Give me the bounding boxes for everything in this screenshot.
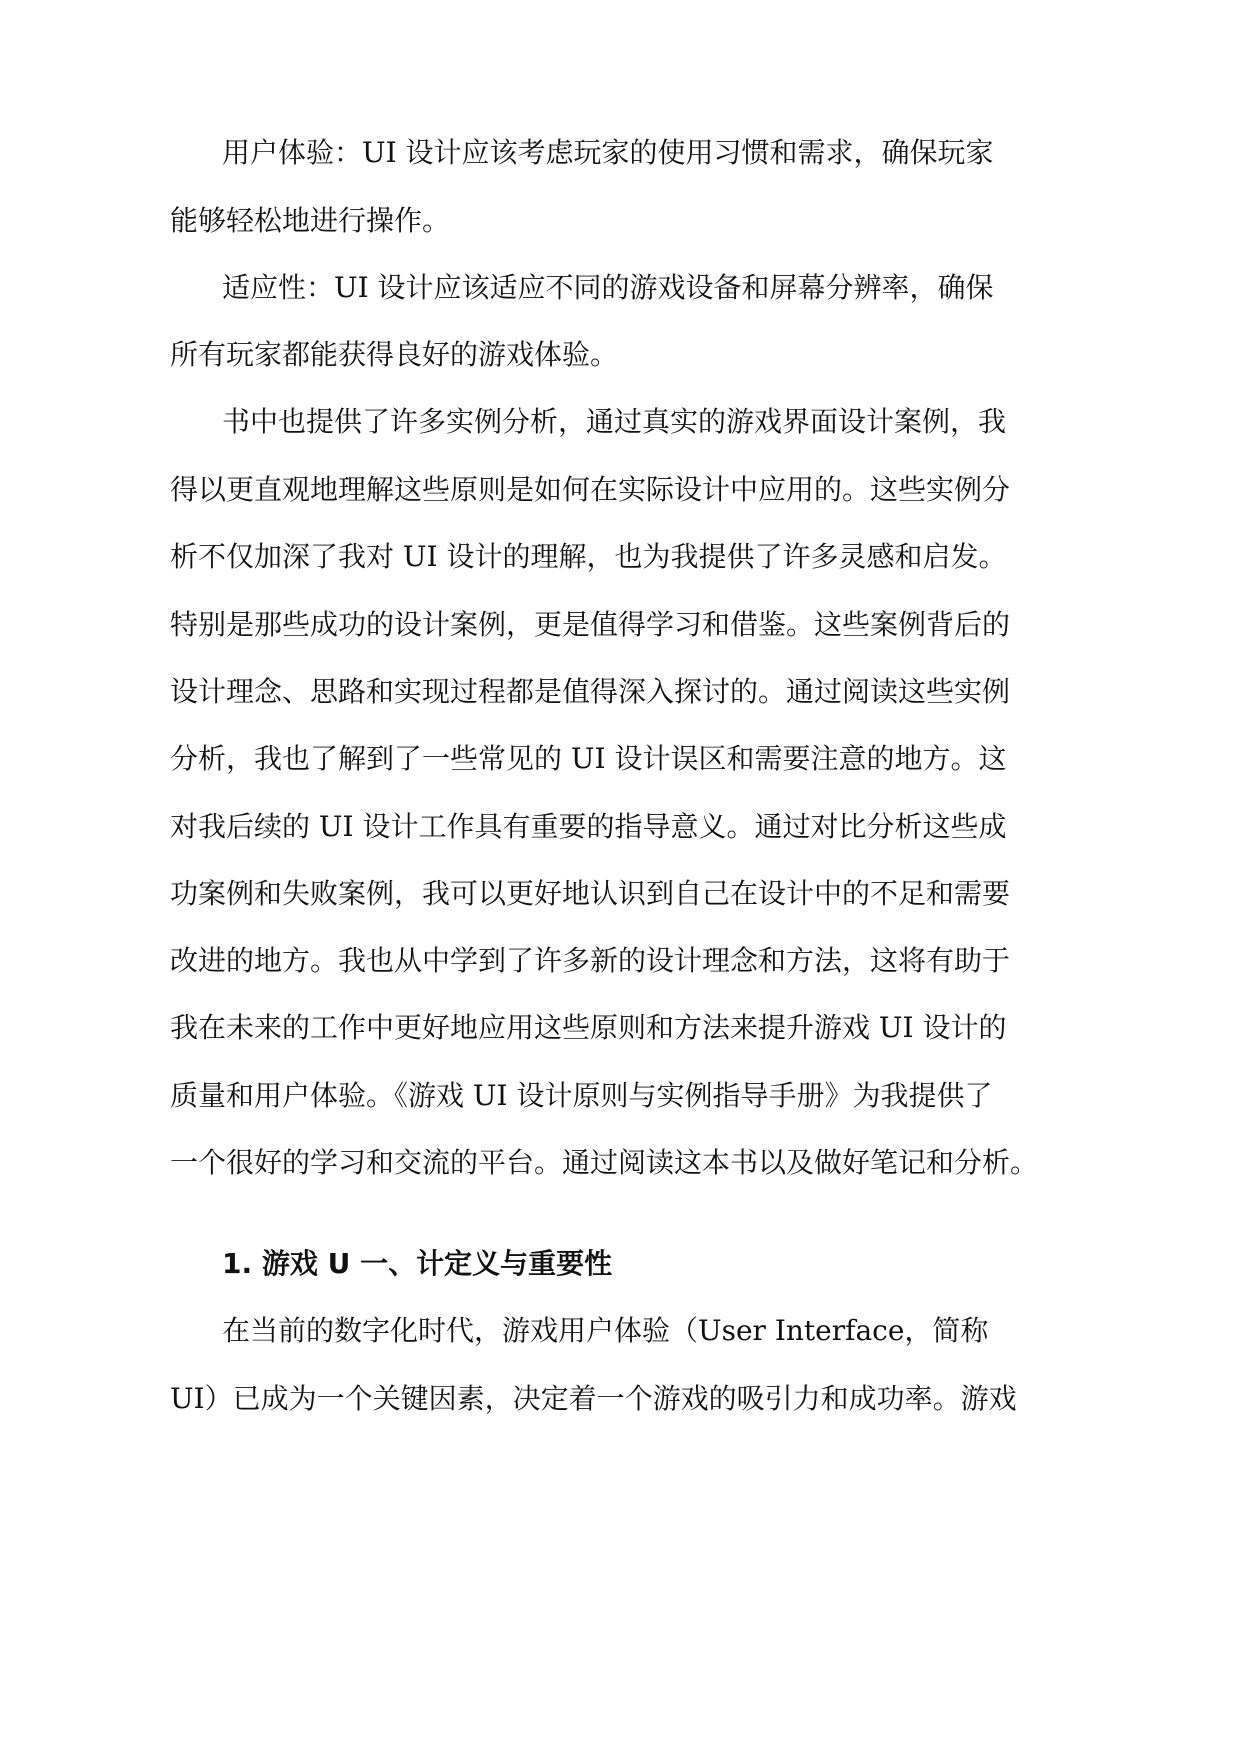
text-line: 特别是那些成功的设计案例，更是值得学习和借鉴。这些案例背后的	[170, 608, 1011, 641]
text-line: 书中也提供了许多实例分析，通过真实的游戏界面设计案例，我	[222, 405, 1007, 438]
text-line: 所有玩家都能获得良好的游戏体验。	[170, 338, 619, 371]
text-line: 分析，我也了解到了一些常见的 UI 设计误区和需要注意的地方。这	[170, 742, 1007, 775]
text-line: 质量和用户体验。《游戏 UI 设计原则与实例指导手册》为我提供了	[170, 1079, 993, 1112]
text-line: 在当前的数字化时代，游戏用户体验（User Interface，简称	[222, 1314, 989, 1347]
text-line: 用户体验：UI 设计应该考虑玩家的使用习惯和需求，确保玩家	[222, 136, 994, 169]
text-line: 得以更直观地理解这些原则是如何在实际设计中应用的。这些实例分	[170, 473, 1011, 506]
text-line: 对我后续的 UI 设计工作具有重要的指导意义。通过对比分析这些成	[170, 810, 1007, 843]
text-line: 设计理念、思路和实现过程都是值得深入探讨的。通过阅读这些实例	[170, 675, 1011, 708]
text-line: 我在未来的工作中更好地应用这些原则和方法来提升游戏 UI 设计的	[170, 1011, 1007, 1044]
text-line: 改进的地方。我也从中学到了许多新的设计理念和方法，这将有助于	[170, 944, 1011, 977]
text-line: 适应性：UI 设计应该适应不同的游戏设备和屏幕分辨率，确保	[222, 271, 994, 304]
text-line: 能够轻松地进行操作。	[170, 204, 451, 237]
text-line: 功案例和失败案例，我可以更好地认识到自己在设计中的不足和需要	[170, 877, 1011, 910]
text-line: 析不仅加深了我对 UI 设计的理解，也为我提供了许多灵感和启发。	[170, 540, 1007, 573]
section-heading: 1. 游戏 U 一、计定义与重要性	[222, 1247, 613, 1280]
text-line: UI）已成为一个关键因素，决定着一个游戏的吸引力和成功率。游戏	[170, 1382, 1017, 1415]
text-line: 一个很好的学习和交流的平台。通过阅读这本书以及做好笔记和分析。	[170, 1146, 1039, 1179]
